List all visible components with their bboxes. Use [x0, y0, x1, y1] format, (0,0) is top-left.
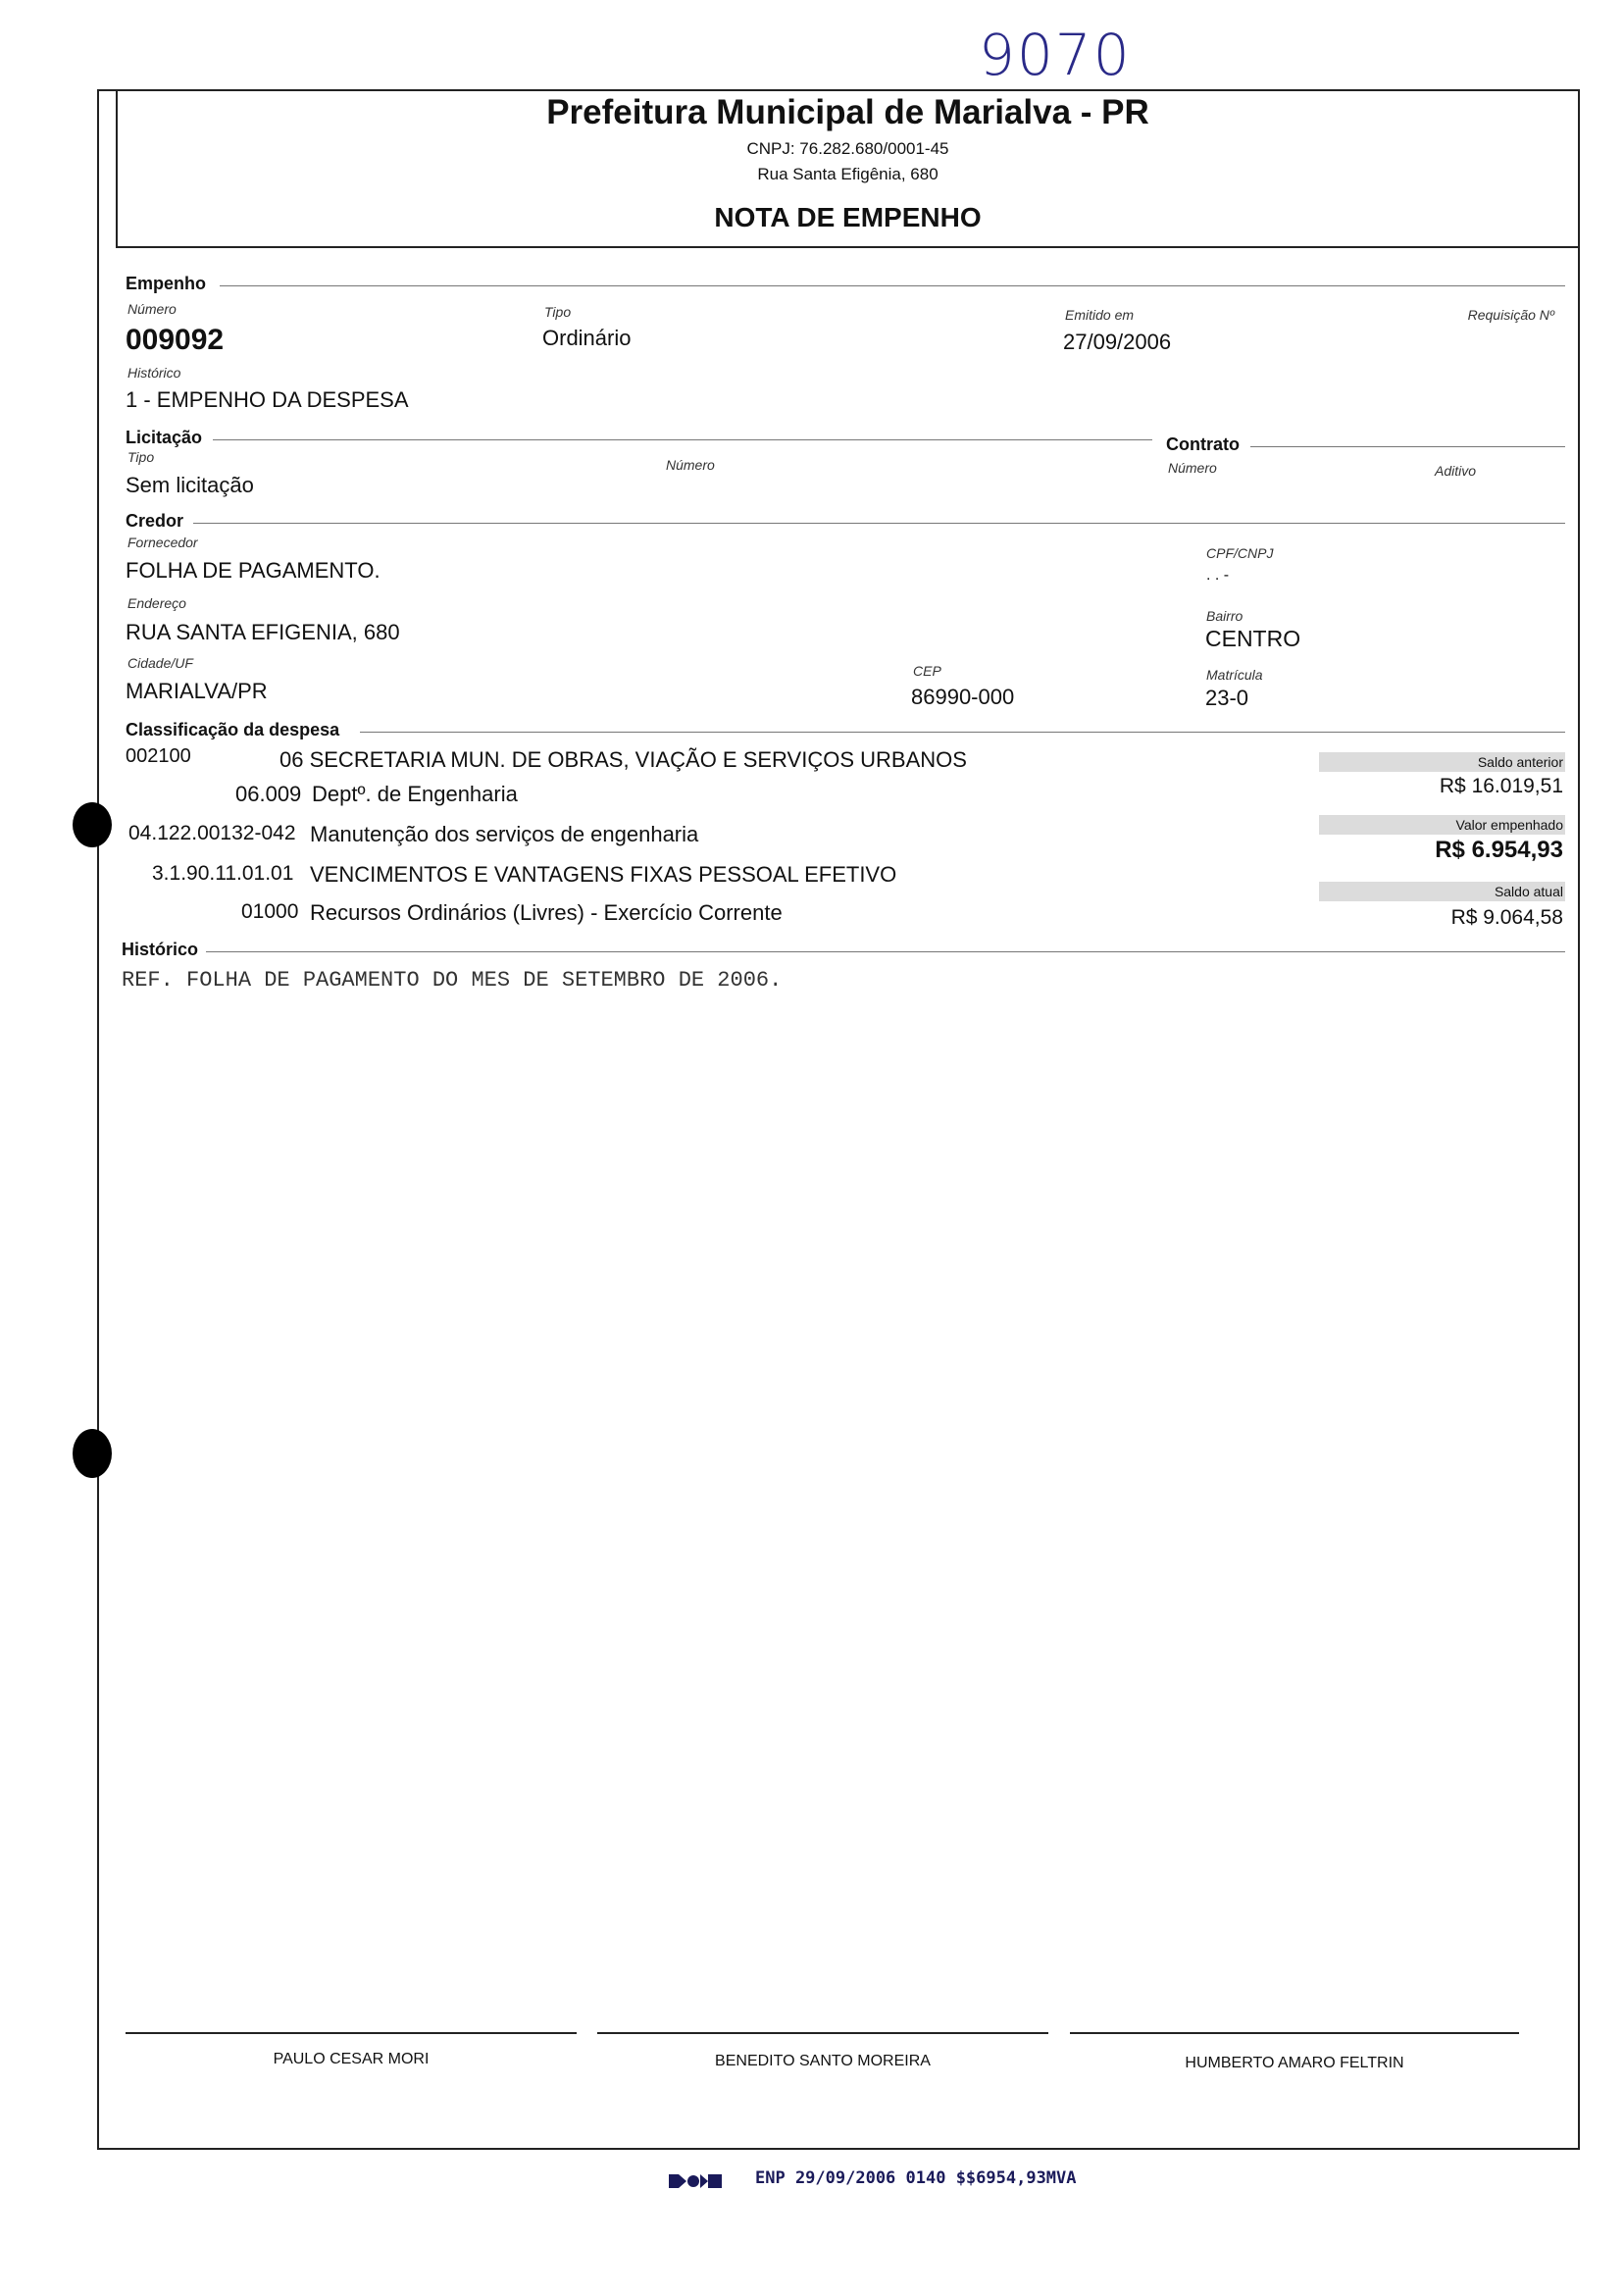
- org-title: Prefeitura Municipal de Marialva - PR: [546, 93, 1149, 131]
- cnpj-text: CNPJ: 76.282.680/0001-45: [746, 139, 949, 158]
- signature-name-3: HUMBERTO AMARO FELTRIN: [1185, 2055, 1404, 2071]
- cep-value: 86990-000: [911, 685, 1015, 709]
- binder-hole-top: [73, 802, 112, 847]
- saldo-anterior-label: Saldo anterior: [1477, 754, 1563, 770]
- contrato-rule: [1250, 446, 1565, 447]
- valor-empenhado-label: Valor empenhado: [1455, 817, 1563, 833]
- credor-rule: [193, 523, 1565, 524]
- doc-title: NOTA DE EMPENHO: [714, 202, 982, 232]
- saldo-atual-value: R$ 9.064,58: [1450, 906, 1563, 929]
- signature-line-2: [597, 2032, 1048, 2034]
- licitacao-tipo: Sem licitação: [126, 473, 254, 497]
- class-line-3-code: 04.122.00132-042: [128, 822, 296, 844]
- credor-section-label: Credor: [126, 511, 184, 531]
- historico-text: REF. FOLHA DE PAGAMENTO DO MES DE SETEMBRO DE 2006.: [122, 968, 783, 993]
- cpf-value: . . -: [1206, 567, 1230, 584]
- empenho-rule: [220, 285, 1565, 286]
- stamp-logo: [669, 2170, 724, 2192]
- valor-empenhado-value: R$ 6.954,93: [1435, 837, 1563, 863]
- cpf-label: CPF/CNPJ: [1206, 545, 1274, 561]
- contrato-aditivo-label: Aditivo: [1435, 463, 1477, 479]
- cep-label: CEP: [913, 663, 941, 679]
- address-text: Rua Santa Efigênia, 680: [757, 165, 939, 183]
- licitacao-numero-label: Número: [666, 457, 715, 473]
- cidade-label: Cidade/UF: [127, 655, 193, 671]
- classificacao-rule: [360, 732, 1565, 733]
- bairro-label: Bairro: [1206, 608, 1243, 624]
- binder-hole-bottom: [73, 1429, 112, 1478]
- signature-line-1: [126, 2032, 577, 2034]
- empenho-historico-label: Histórico: [127, 365, 181, 381]
- class-line-4-code: 3.1.90.11.01.01: [152, 862, 294, 885]
- matricula-value: 23-0: [1205, 686, 1249, 710]
- class-line-5-code: 01000: [241, 900, 299, 923]
- classificacao-section-label: Classificação da despesa: [126, 720, 340, 739]
- endereco-label: Endereço: [127, 595, 186, 611]
- empenho-tipo: Ordinário: [542, 326, 632, 350]
- class-line-5-text: Recursos Ordinários (Livres) - Exercício Corrente: [310, 900, 783, 925]
- empenho-section-label: Empenho: [126, 274, 207, 293]
- fornecedor-value: FOLHA DE PAGAMENTO.: [126, 558, 381, 583]
- handwritten-page-number: 9070: [979, 22, 1132, 88]
- bairro-value: CENTRO: [1205, 626, 1301, 651]
- licitacao-rule: [213, 439, 1152, 440]
- fornecedor-label: Fornecedor: [127, 535, 198, 550]
- historico-section-label: Histórico: [122, 940, 199, 959]
- endereco-value: RUA SANTA EFIGENIA, 680: [126, 620, 400, 644]
- contrato-numero-label: Número: [1168, 460, 1217, 476]
- signature-name-1: PAULO CESAR MORI: [273, 2051, 430, 2067]
- empenho-numero-label: Número: [127, 301, 177, 317]
- print-stamp: ENP 29/09/2006 0140 $$6954,93MVA: [755, 2168, 1077, 2188]
- cidade-value: MARIALVA/PR: [126, 679, 268, 703]
- licitacao-tipo-label: Tipo: [127, 449, 155, 465]
- class-line-4-text: VENCIMENTOS E VANTAGENS FIXAS PESSOAL EFETIVO: [310, 862, 897, 887]
- requisicao-label: Requisição Nº: [1467, 307, 1554, 323]
- emitido-date: 27/09/2006: [1063, 330, 1172, 354]
- contrato-section-label: Contrato: [1166, 434, 1240, 454]
- saldo-anterior-value: R$ 16.019,51: [1439, 775, 1563, 797]
- licitacao-section-label: Licitação: [126, 428, 203, 447]
- matricula-label: Matrícula: [1206, 667, 1263, 683]
- signature-line-3: [1070, 2032, 1519, 2034]
- saldo-atual-label: Saldo atual: [1494, 884, 1563, 899]
- historico-rule: [206, 951, 1565, 952]
- emitido-label: Emitido em: [1065, 307, 1135, 323]
- class-line-1-code: 002100: [126, 745, 191, 767]
- empenho-historico: 1 - EMPENHO DA DESPESA: [126, 387, 409, 412]
- class-line-2-text: Deptº. de Engenharia: [312, 782, 518, 806]
- stamp-logo-icon: [669, 2170, 724, 2192]
- class-line-1-text: 06 SECRETARIA MUN. DE OBRAS, VIAÇÃO E SERVIÇOS URBANOS: [279, 747, 967, 772]
- empenho-tipo-label: Tipo: [544, 304, 572, 320]
- class-line-3-text: Manutenção dos serviços de engenharia: [310, 822, 699, 846]
- class-line-2-code: 06.009: [235, 782, 302, 806]
- signature-name-2: BENEDITO SANTO MOREIRA: [715, 2053, 931, 2069]
- empenho-numero: 009092: [126, 324, 225, 356]
